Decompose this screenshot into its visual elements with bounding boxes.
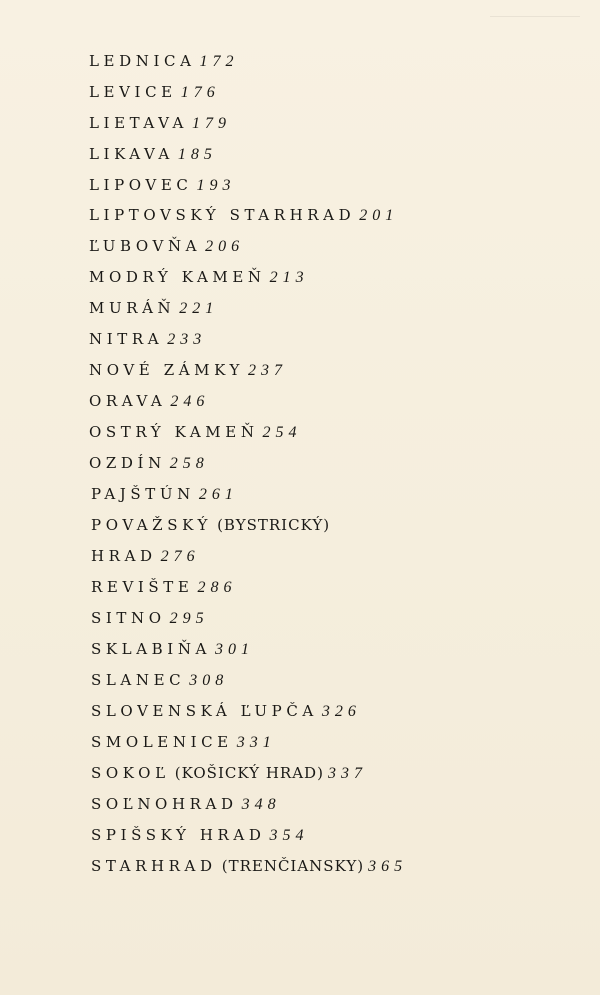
toc-entry-page-number: 331 bbox=[236, 734, 276, 751]
toc-entry-name: MODRÝ KAMEŇ bbox=[89, 268, 266, 286]
toc-entry-page-number: 254 bbox=[262, 424, 302, 441]
toc-entry-qualifier: (KOŠICKÝ HRAD) bbox=[174, 764, 324, 782]
toc-entry-page-number: 337 bbox=[327, 765, 367, 782]
toc-entry bbox=[91, 670, 228, 690]
toc-entry-name: LEDNICA bbox=[89, 52, 196, 70]
toc-entry bbox=[91, 515, 330, 535]
toc-entry-name: SKLABIŇA bbox=[91, 640, 211, 658]
toc-entry-page-number: 286 bbox=[197, 579, 237, 596]
toc-entry-name: LIPOVEC bbox=[89, 176, 193, 194]
toc-entry bbox=[91, 825, 309, 845]
toc-entry bbox=[91, 763, 367, 783]
toc-entry bbox=[91, 608, 209, 628]
toc-entry-page-number: 365 bbox=[368, 858, 408, 875]
toc-entry-name: LIKAVA bbox=[89, 145, 174, 163]
toc-entry bbox=[89, 82, 220, 102]
toc-entry-name: HRAD bbox=[91, 547, 157, 565]
toc-entry-page-number: 295 bbox=[169, 610, 209, 627]
toc-entry-page-number: 172 bbox=[199, 53, 239, 70]
toc-entry-name: PAJŠTÚN bbox=[91, 485, 195, 503]
toc-entry-qualifier: (TRENČIANSKY) bbox=[221, 857, 365, 875]
toc-entry bbox=[91, 732, 276, 752]
toc-entry bbox=[89, 422, 302, 442]
toc-entry-name: SOĽNOHRAD bbox=[91, 795, 238, 813]
toc-entry-page-number: 237 bbox=[248, 362, 288, 379]
toc-entry bbox=[89, 298, 218, 318]
toc-entry-page-number: 326 bbox=[321, 703, 361, 720]
toc-entry-page-number: 261 bbox=[198, 486, 238, 503]
toc-entry-page-number: 221 bbox=[179, 300, 219, 317]
toc-entry-name: SMOLENICE bbox=[91, 733, 233, 751]
toc-entry bbox=[89, 113, 231, 133]
toc-entry-name: NOVÉ ZÁMKY bbox=[89, 361, 245, 379]
toc-entry bbox=[91, 639, 254, 659]
toc-entry-name: SOKOĽ bbox=[91, 764, 170, 782]
toc-entry-page-number: 193 bbox=[196, 177, 236, 194]
toc-entry-name: POVAŽSKÝ bbox=[91, 516, 212, 534]
toc-entry bbox=[89, 51, 239, 71]
toc-entry bbox=[91, 577, 236, 597]
toc-entry-name: STARHRAD bbox=[91, 857, 217, 875]
toc-entry bbox=[89, 453, 209, 473]
toc-entry-qualifier: (BYSTRICKÝ) bbox=[217, 516, 331, 534]
toc-entry bbox=[89, 329, 206, 349]
toc-entry-name: LIPTOVSKÝ STARHRAD bbox=[89, 206, 356, 224]
toc-entry bbox=[89, 205, 398, 225]
toc-entry bbox=[89, 144, 217, 164]
toc-entry bbox=[89, 391, 209, 411]
toc-entry-page-number: 185 bbox=[177, 146, 217, 163]
toc-entry-name: LIETAVA bbox=[89, 114, 188, 132]
toc-entry-page-number: 179 bbox=[191, 115, 231, 132]
toc-entry-name: SPIŠSKÝ HRAD bbox=[91, 826, 266, 844]
toc-entry bbox=[89, 267, 309, 287]
toc-entry-name: SLOVENSKÁ ĽUPČA bbox=[91, 702, 318, 720]
toc-entry bbox=[89, 236, 244, 256]
toc-entry-name: NITRA bbox=[89, 330, 164, 348]
toc-entry-name: OSTRÝ KAMEŇ bbox=[89, 423, 259, 441]
toc-entry bbox=[91, 484, 238, 504]
toc-entry-page-number: 301 bbox=[214, 641, 254, 658]
toc-entry-page-number: 258 bbox=[169, 455, 209, 472]
toc-entry bbox=[91, 856, 407, 876]
toc-entry-page-number: 233 bbox=[167, 331, 207, 348]
toc-entry-page-number: 213 bbox=[269, 269, 309, 286]
toc-entry-page-number: 276 bbox=[160, 548, 200, 565]
toc-entry bbox=[91, 794, 281, 814]
toc-entry-name: OZDÍN bbox=[89, 454, 166, 472]
toc-entry bbox=[89, 360, 287, 380]
toc-entry-page-number: 201 bbox=[359, 207, 399, 224]
toc-entry-page-number: 246 bbox=[170, 393, 210, 410]
toc-entry bbox=[91, 546, 200, 566]
toc-entry-page-number: 308 bbox=[189, 672, 229, 689]
toc-entry bbox=[91, 701, 361, 721]
toc-entry-page-number: 206 bbox=[205, 238, 245, 255]
toc-entry-name: ĽUBOVŇA bbox=[89, 237, 202, 255]
toc-entry-name: SLANEC bbox=[91, 671, 186, 689]
toc-entry-name: REVIŠTE bbox=[91, 578, 194, 596]
toc-entry-page-number: 348 bbox=[241, 796, 281, 813]
toc-entry-page-number: 354 bbox=[269, 827, 309, 844]
toc-entry-name: LEVICE bbox=[89, 83, 177, 101]
toc-entry-name: MURÁŇ bbox=[89, 299, 176, 317]
toc-entry-name: SITNO bbox=[91, 609, 166, 627]
toc-entry-name: ORAVA bbox=[89, 392, 167, 410]
toc-entry-page-number: 176 bbox=[180, 84, 220, 101]
toc-entry bbox=[89, 175, 235, 195]
